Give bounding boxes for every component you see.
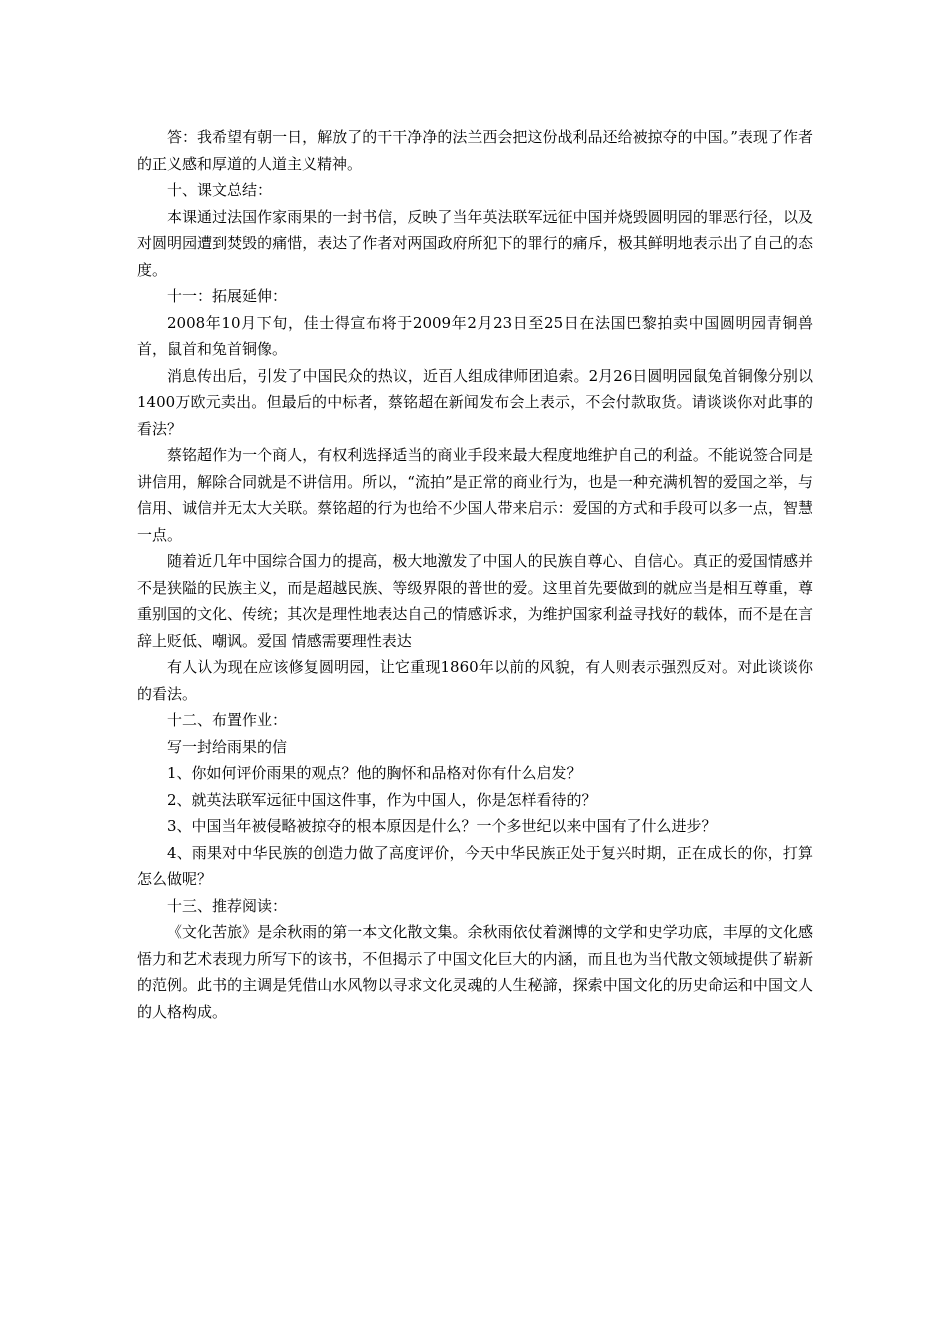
heading-lesson-summary: 十、课文总结： — [167, 181, 273, 199]
homework-question-2: 2、就英法联军远征中国这件事，作为中国人，你是怎样看待的？ — [167, 790, 597, 809]
paragraph-restoration-question: 有人认为现在应该修复圆明园，让它重现1860年以前的风貌，有人则表示强烈反对。对此谈谈你的看法。 — [137, 658, 813, 703]
homework-question-3: 3、中国当年被侵略被掠夺的根本原因是什么？一个多世纪以来中国有了什么进步？ — [167, 817, 717, 835]
document-page — [137, 124, 813, 1025]
homework-question-1: 1、你如何评价雨果的观点？他的胸怀和品格对你有什么启发？ — [167, 764, 582, 782]
paragraph-answer: 答：我希望有朝一日，解放了的干干净净的法兰西会把这份战利品还给被掠夺的中国。”表现了作者的正义感和厚道的人道主义精神。 — [137, 128, 813, 173]
paragraph-summary: 本课通过法国作家雨果的一封书信，反映了当年英法联军远征中国并烧毁圆明园的罪恶行径，以及对圆明园遭到焚毁的痛惜，表达了作者对两国政府所犯下的罪行的痛斥，极其鲜明地表示出了自己的态度。 — [137, 207, 813, 279]
paragraph-recommended-book: 《文化苦旅》是余秋雨的第一本文化散文集。余秋雨依仗着渊博的文学和史学功底，丰厚的文化感悟力和艺术表现力所写下的该书，不但揭示了中国文化巨大的内涵，而且也为当代散文领域提供了崭新的范例。此书的主调是凭借山水风物以寻求文化灵魂的人生秘諦，探索中国文化的历史命运和中国文人的人格构成。 — [137, 923, 813, 1021]
heading-homework: 十二、布置作业： — [167, 711, 288, 729]
paragraph-cai-mingchao: 蔡铭超作为一个商人，有权利选择适当的商业手段来最大程度地维护自己的利益。不能说签合同是讲信用，解除合同就是不讲信用。所以，“流拍”是正常的商业行为，也是一种充满机智的爱国之举，与信用、诚信并无太大关联。蔡铭超的行为也给不少国人带来启示：爱国的方式和手段可以多一点，智慧一点。 — [137, 446, 813, 544]
homework-letter: 写一封给雨果的信 — [167, 737, 288, 756]
paragraph-auction-announcement: 2008年10月下旬，佳士得宣布将于2009年2月23日至25日在法国巴黎拍卖中国圆明园青铜兽首，鼠首和兔首铜像。 — [137, 313, 813, 358]
heading-recommended-reading: 十三、推荐阅读： — [167, 896, 288, 915]
homework-question-4: 4、雨果对中华民族的创造力做了高度评价，今天中华民族正处于复兴时期，正在成长的你，打算怎么做呢？ — [137, 843, 813, 888]
paragraph-auction-news: 消息传出后，引发了中国民众的热议，近百人组成律师团追索。2月26日圆明园鼠兔首铜像分别以1400万欧元卖出。但最后的中标者，蔡铭超在新闻发布会上表示，不会付款取货。请谈谈你对此事的看法？ — [137, 366, 813, 438]
heading-extension: 十一：拓展延伸： — [167, 287, 288, 305]
paragraph-patriotism: 随着近几年中国综合国力的提高，极大地激发了中国人的民族自尊心、自信心。真正的爱国情感并不是狭隘的民族主义，而是超越民族、等级界限的普世的爱。这里首先要做到的就应当是相互尊重，尊重别国的文化、传统；其次是理性地表达自己的情感诉求，为维护国家利益寻找好的载体，而不是在言辞上贬低、嘲讽。爱国 情感需要理性表达 — [137, 552, 813, 650]
